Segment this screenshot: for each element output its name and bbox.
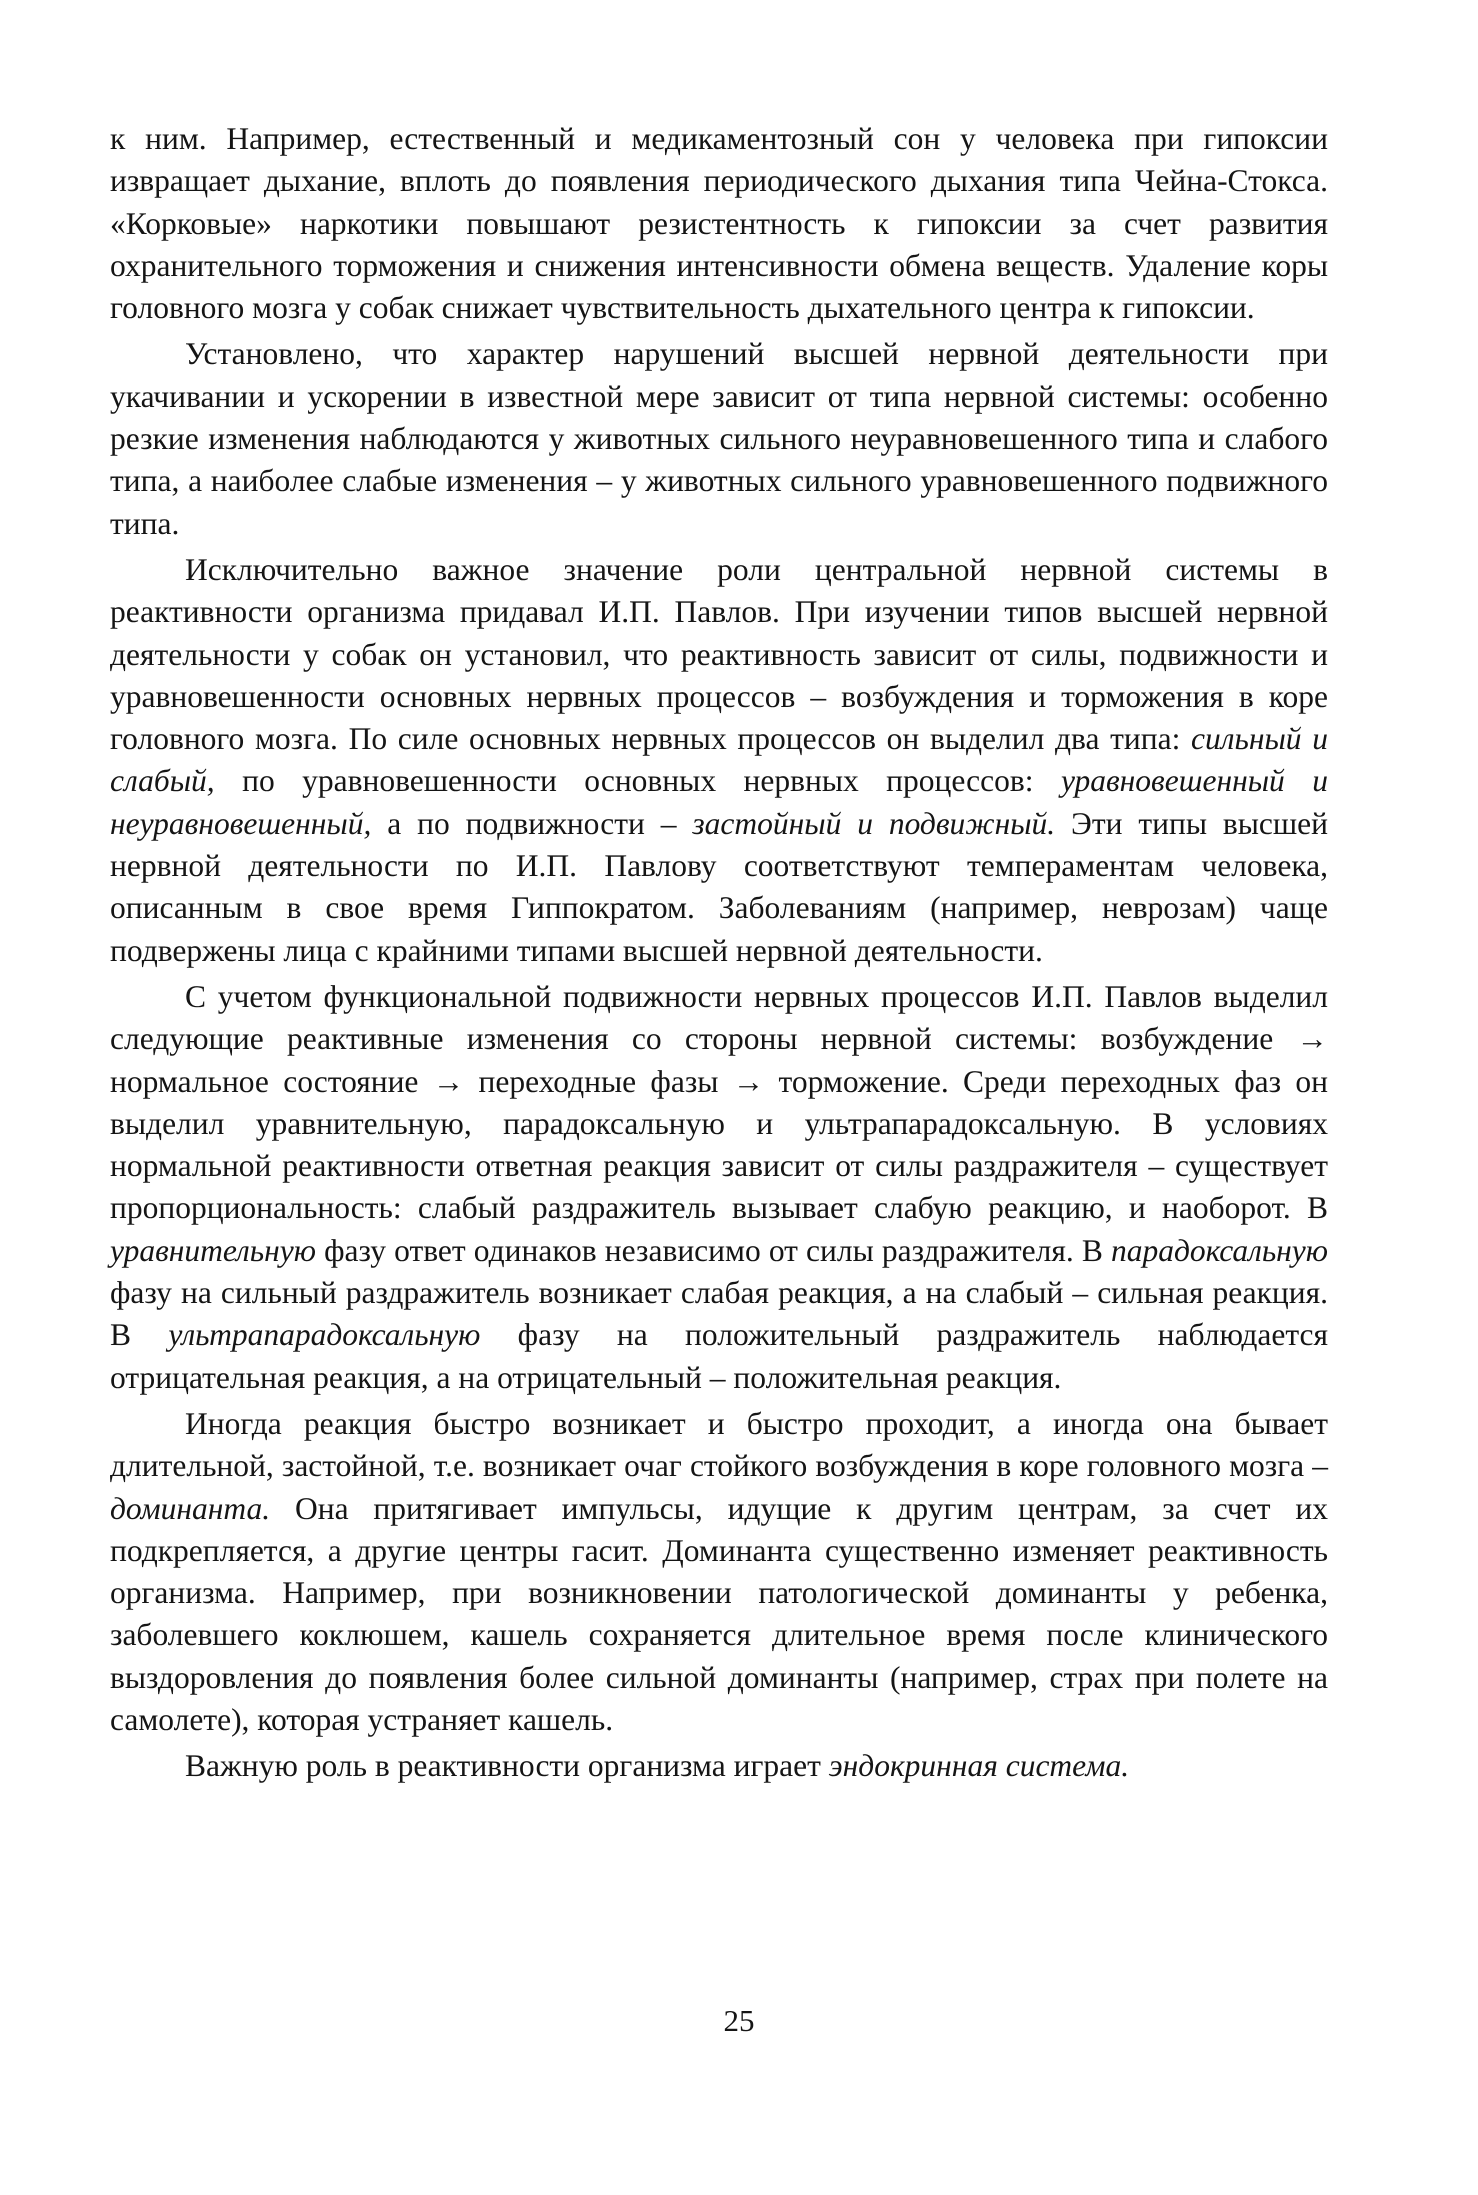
paragraph-3-emphasis-2: уравновешенный и неуравновешенный,: [110, 763, 1328, 841]
paragraph-4: [110, 976, 1328, 1399]
paragraph-3-text-2: по уравновешенности основных нервных процессов:: [214, 763, 1061, 799]
paragraph-3-text-1: Исключительно важное значение роли центральной нервной системы в реактивности организма придавал И.П. Павлов. При изучении типов высшей нервной деятельности у собак он установил, что реактивность зависит от силы, подвижности и уравновешенности основных нервных процессов – возбуждения и торможения в коре головного мозга. По силе основных нервных процессов он выделил два типа:: [110, 551, 1328, 757]
paragraph-3-emphasis-3: застойный и подвижный.: [692, 805, 1056, 841]
paragraph-2: [110, 333, 1328, 544]
body-text: [110, 118, 1328, 1788]
paragraph-5-text-2: Она притягивает импульсы, идущие к другим центрам, за счет их подкрепляется, а другие центры гасит. Доминанта существенно изменяет реактивность организма. Например, при возникновении патологической доминанты у ребенка, заболевшего коклюшем, кашель сохраняется длительное время после клинического выздоровления до появления более сильной доминанты (например, страх при полете на самолете), которая устраняет кашель.: [110, 1490, 1328, 1737]
paragraph-3-text-4: Эти типы высшей нервной деятельности по И.П. Павлову соответствуют темпераментам человека, описанным в свое время Гиппократом. Заболеваниям (например, неврозам) чаще подвержены лица с крайними типами высшей нервной деятельности.: [110, 805, 1328, 968]
paragraph-6-emphasis-1: эндокринная система.: [828, 1748, 1130, 1784]
paragraph-1-text: к ним. Например, естественный и медикаментозный сон у человека при гипоксии извращает дыхание, вплоть до появления периодического дыхания типа Чейна-Стокса. «Корковые» наркотики повышают резистентность к гипоксии за счет развития охранительного торможения и снижения интенсивности обмена веществ. Удаление коры головного мозга у собак снижает чувствительность дыхательного центра к гипоксии.: [110, 121, 1328, 326]
paragraph-3-emphasis-1: сильный и слабый,: [110, 721, 1328, 799]
page-number: 25: [723, 2003, 755, 2038]
paragraph-6-text-1: Важную роль в реактивности организма играет: [185, 1748, 829, 1784]
paragraph-5-emphasis-1: доминанта.: [110, 1490, 271, 1526]
paragraph-4-text-1: С учетом функциональной подвижности нервных процессов И.П. Павлов выделил следующие реактивные изменения со стороны нервной системы: возбуждение → нормальное состояние → переходные фазы → торможение. Среди переходных фаз он выделил уравнительную, парадоксальную и ультрапарадоксальную. В условиях нормальной реактивности ответная реакция зависит от силы раздражителя – существует пропорциональность: слабый раздражитель вызывает слабую реакцию, и наоборот. В: [110, 978, 1328, 1226]
paragraph-4-text-3: фазу на сильный раздражитель возникает слабая реакция, а на слабый – сильная реакция. В: [110, 1275, 1328, 1353]
paragraph-4-emphasis-2: парадоксальную: [1110, 1232, 1328, 1268]
paragraph-2-text: Установлено, что характер нарушений высшей нервной деятельности при укачивании и ускорении в известной мере зависит от типа нервной системы: особенно резкие изменения наблюдаются у животных сильного неуравновешенного типа и слабого типа, а наиболее слабые изменения – у животных сильного уравновешенного подвижного типа.: [110, 336, 1328, 541]
paragraph-4-text-2: фазу ответ одинаков независимо от силы раздражителя. В: [315, 1232, 1111, 1268]
paragraph-3-text-3: а по подвижности –: [371, 805, 693, 841]
paragraph-1: [110, 118, 1328, 329]
paragraph-3: [110, 549, 1328, 972]
paragraph-4-emphasis-3: ультрапарадоксальную: [168, 1317, 481, 1353]
paragraph-6: [110, 1745, 1328, 1787]
paragraph-5: [110, 1403, 1328, 1741]
paragraph-4-text-4: фазу на положительный раздражитель наблюдается отрицательная реакция, а на отрицательный – положительная реакция.: [110, 1317, 1328, 1395]
paragraph-4-emphasis-1: уравнительную: [110, 1232, 316, 1268]
paragraph-5-text-1: Иногда реакция быстро возникает и быстро проходит, а иногда она бывает длительной, застойной, т.е. возникает очаг стойкого возбуждения в коре головного мозга –: [110, 1405, 1328, 1484]
